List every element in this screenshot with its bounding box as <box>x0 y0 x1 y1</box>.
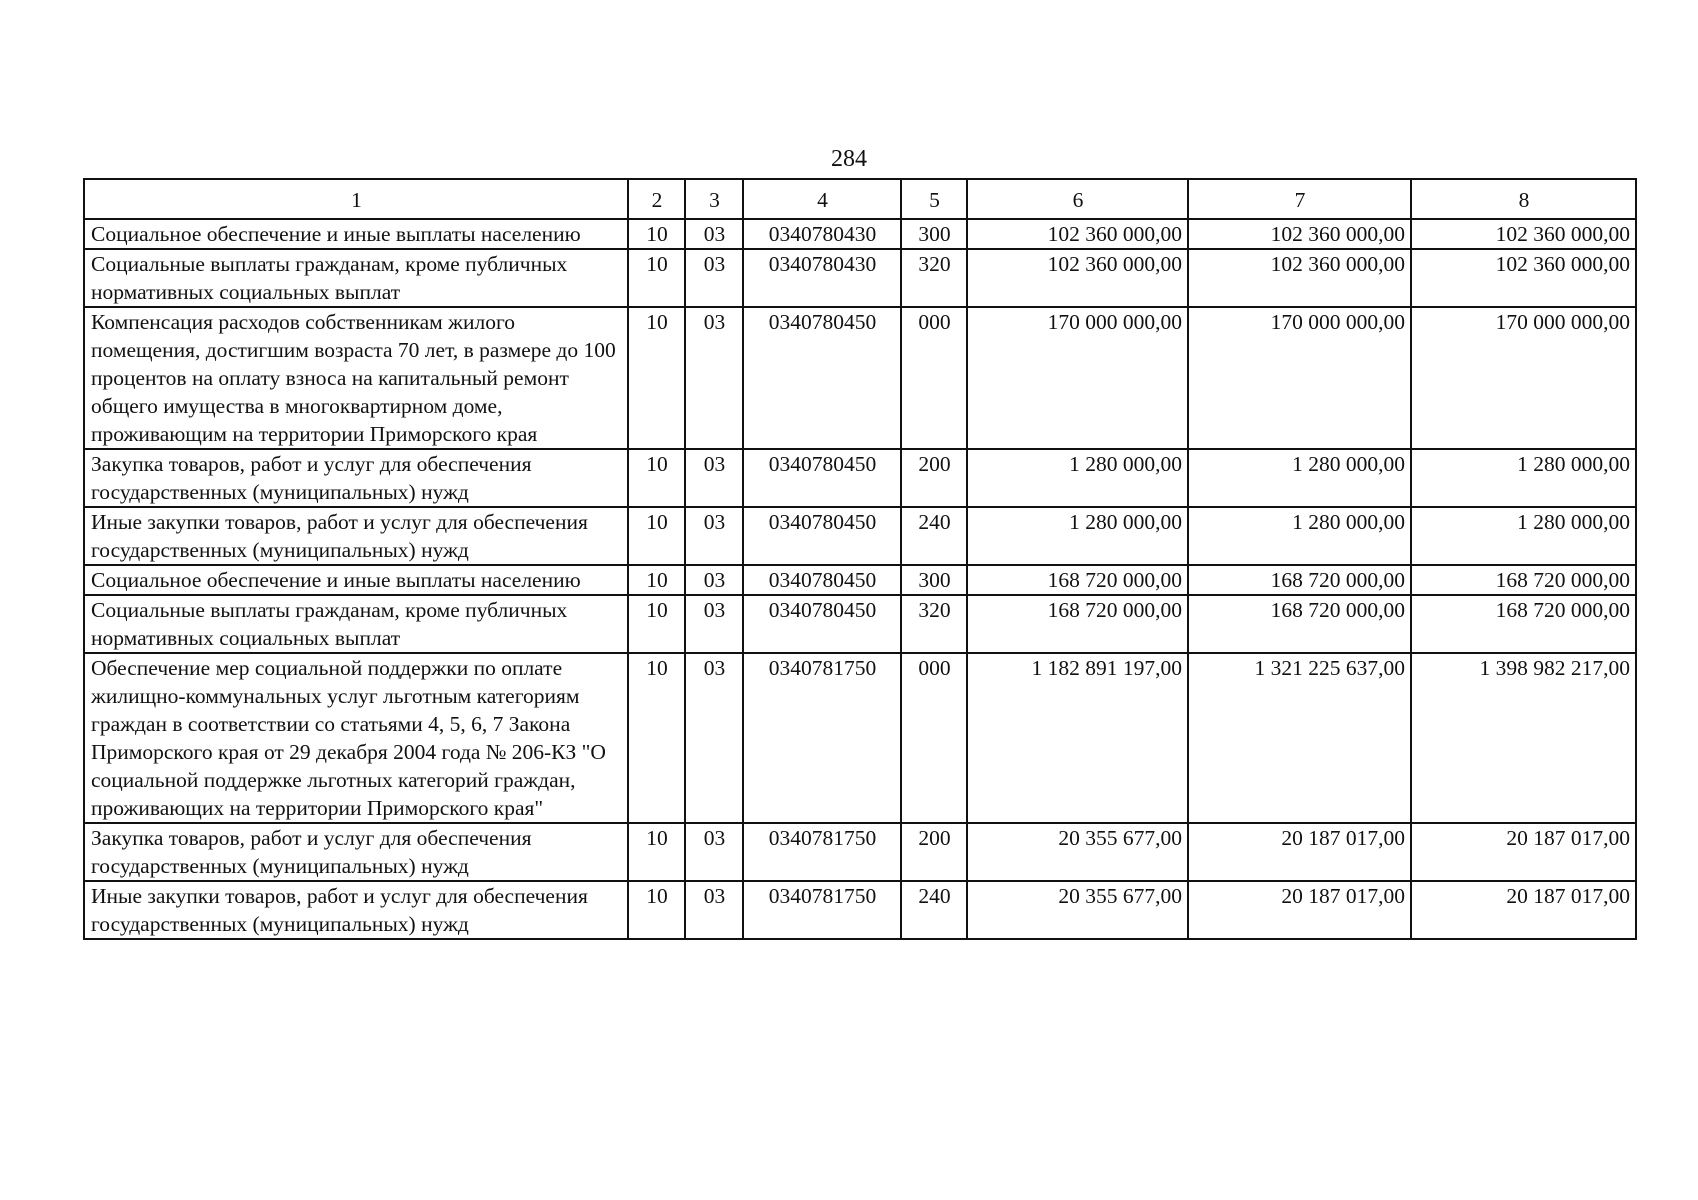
row-description: Обеспечение мер социальной поддержки по оплате жилищно-коммунальных услуг льготным категориям граждан в соответствии со статьями 4, 5, 6, 7 Закона Приморского края от 29 декабря 2004 года № 206-КЗ "О социальной поддержке льготных категорий граждан, проживающих на территории Приморского края" <box>84 653 628 823</box>
expense-type-code: 000 <box>901 653 967 823</box>
amount-column-8: 1 280 000,00 <box>1411 449 1636 507</box>
amount-column-7: 102 360 000,00 <box>1188 219 1411 249</box>
amount-column-7: 20 187 017,00 <box>1188 823 1411 881</box>
row-description: Закупка товаров, работ и услуг для обеспечения государственных (муниципальных) нужд <box>84 449 628 507</box>
column-header-7: 7 <box>1188 179 1411 219</box>
row-description: Социальные выплаты гражданам, кроме публичных нормативных социальных выплат <box>84 595 628 653</box>
subsection-code: 03 <box>685 823 743 881</box>
target-article-code: 0340780430 <box>743 219 901 249</box>
expense-type-code: 240 <box>901 507 967 565</box>
section-code: 10 <box>628 881 685 939</box>
table-body <box>84 219 1636 939</box>
column-header-2: 2 <box>628 179 685 219</box>
table-row <box>84 653 1636 823</box>
row-description: Закупка товаров, работ и услуг для обеспечения государственных (муниципальных) нужд <box>84 823 628 881</box>
amount-column-6: 1 182 891 197,00 <box>967 653 1188 823</box>
expense-type-code: 300 <box>901 219 967 249</box>
amount-column-7: 102 360 000,00 <box>1188 249 1411 307</box>
subsection-code: 03 <box>685 219 743 249</box>
amount-column-7: 170 000 000,00 <box>1188 307 1411 449</box>
section-code: 10 <box>628 595 685 653</box>
column-header-4: 4 <box>743 179 901 219</box>
subsection-code: 03 <box>685 249 743 307</box>
table-header <box>84 179 1636 219</box>
table-row <box>84 881 1636 939</box>
row-description: Социальные выплаты гражданам, кроме публичных нормативных социальных выплат <box>84 249 628 307</box>
expense-type-code: 320 <box>901 249 967 307</box>
amount-column-6: 168 720 000,00 <box>967 595 1188 653</box>
amount-column-7: 168 720 000,00 <box>1188 595 1411 653</box>
amount-column-8: 168 720 000,00 <box>1411 565 1636 595</box>
amount-column-7: 1 321 225 637,00 <box>1188 653 1411 823</box>
page-number: 284 <box>831 146 867 172</box>
target-article-code: 0340780450 <box>743 449 901 507</box>
expense-type-code: 000 <box>901 307 967 449</box>
section-code: 10 <box>628 565 685 595</box>
row-description: Иные закупки товаров, работ и услуг для обеспечения государственных (муниципальных) нужд <box>84 881 628 939</box>
table-row <box>84 823 1636 881</box>
target-article-code: 0340780430 <box>743 249 901 307</box>
target-article-code: 0340781750 <box>743 653 901 823</box>
row-description: Социальное обеспечение и иные выплаты населению <box>84 219 628 249</box>
column-header-5: 5 <box>901 179 967 219</box>
amount-column-6: 102 360 000,00 <box>967 219 1188 249</box>
amount-column-8: 20 187 017,00 <box>1411 881 1636 939</box>
subsection-code: 03 <box>685 595 743 653</box>
amount-column-8: 20 187 017,00 <box>1411 823 1636 881</box>
section-code: 10 <box>628 219 685 249</box>
row-description: Социальное обеспечение и иные выплаты населению <box>84 565 628 595</box>
column-header-8: 8 <box>1411 179 1636 219</box>
target-article-code: 0340781750 <box>743 823 901 881</box>
amount-column-8: 1 398 982 217,00 <box>1411 653 1636 823</box>
section-code: 10 <box>628 249 685 307</box>
table-row <box>84 249 1636 307</box>
row-description: Компенсация расходов собственникам жилого помещения, достигшим возраста 70 лет, в размере до 100 процентов на оплату взноса на капитальный ремонт общего имущества в многоквартирном доме, проживающим на территории Приморского края <box>84 307 628 449</box>
target-article-code: 0340780450 <box>743 565 901 595</box>
amount-column-7: 168 720 000,00 <box>1188 565 1411 595</box>
column-header-1: 1 <box>84 179 628 219</box>
subsection-code: 03 <box>685 565 743 595</box>
amount-column-7: 20 187 017,00 <box>1188 881 1411 939</box>
expense-type-code: 240 <box>901 881 967 939</box>
table-row <box>84 507 1636 565</box>
budget-table <box>83 178 1637 940</box>
section-code: 10 <box>628 507 685 565</box>
expense-type-code: 320 <box>901 595 967 653</box>
subsection-code: 03 <box>685 881 743 939</box>
amount-column-8: 102 360 000,00 <box>1411 219 1636 249</box>
section-code: 10 <box>628 823 685 881</box>
amount-column-6: 170 000 000,00 <box>967 307 1188 449</box>
expense-type-code: 300 <box>901 565 967 595</box>
section-code: 10 <box>628 307 685 449</box>
amount-column-6: 168 720 000,00 <box>967 565 1188 595</box>
table-row <box>84 307 1636 449</box>
expense-type-code: 200 <box>901 449 967 507</box>
amount-column-8: 170 000 000,00 <box>1411 307 1636 449</box>
amount-column-8: 102 360 000,00 <box>1411 249 1636 307</box>
amount-column-6: 1 280 000,00 <box>967 507 1188 565</box>
target-article-code: 0340780450 <box>743 595 901 653</box>
subsection-code: 03 <box>685 449 743 507</box>
column-header-3: 3 <box>685 179 743 219</box>
subsection-code: 03 <box>685 653 743 823</box>
column-header-6: 6 <box>967 179 1188 219</box>
amount-column-6: 102 360 000,00 <box>967 249 1188 307</box>
header-row <box>84 179 1636 219</box>
expense-type-code: 200 <box>901 823 967 881</box>
target-article-code: 0340780450 <box>743 507 901 565</box>
target-article-code: 0340780450 <box>743 307 901 449</box>
amount-column-8: 1 280 000,00 <box>1411 507 1636 565</box>
target-article-code: 0340781750 <box>743 881 901 939</box>
table-row <box>84 219 1636 249</box>
subsection-code: 03 <box>685 307 743 449</box>
section-code: 10 <box>628 653 685 823</box>
table-row <box>84 595 1636 653</box>
table-row <box>84 565 1636 595</box>
amount-column-6: 20 355 677,00 <box>967 823 1188 881</box>
amount-column-7: 1 280 000,00 <box>1188 507 1411 565</box>
amount-column-7: 1 280 000,00 <box>1188 449 1411 507</box>
section-code: 10 <box>628 449 685 507</box>
subsection-code: 03 <box>685 507 743 565</box>
amount-column-6: 20 355 677,00 <box>967 881 1188 939</box>
table-row <box>84 449 1636 507</box>
row-description: Иные закупки товаров, работ и услуг для обеспечения государственных (муниципальных) нужд <box>84 507 628 565</box>
amount-column-8: 168 720 000,00 <box>1411 595 1636 653</box>
amount-column-6: 1 280 000,00 <box>967 449 1188 507</box>
